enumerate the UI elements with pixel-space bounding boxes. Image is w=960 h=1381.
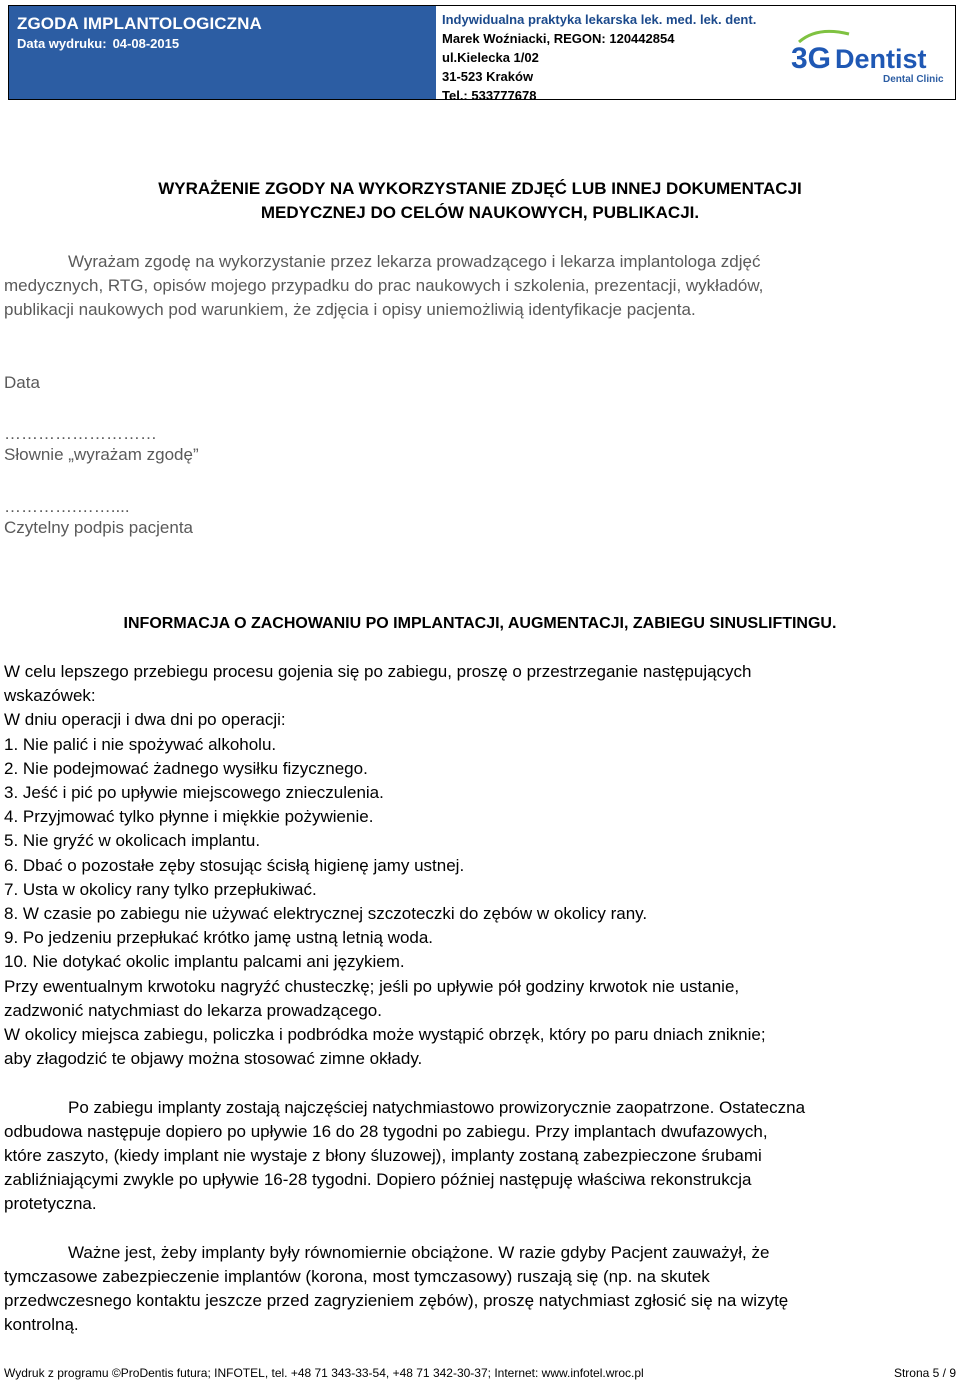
logo-text-main: Dentist [835,44,927,74]
practice-phone: Tel.: 533777678 [442,88,537,103]
intro-line: W dniu operacji i dwa dni po operacji: [4,710,286,730]
practice-street: ul.Kielecka 1/02 [442,50,539,65]
page-footer [4,1366,956,1380]
list-item: 9. Po jedzeniu przepłukać krótko jamę ustną letnią woda. [4,928,434,948]
list-item: 10. Nie dotykać okolic implantu palcami ani językiem. [4,952,405,972]
header-banner [9,6,436,99]
list-item: 5. Nie gryźć w okolicach implantu. [4,831,261,851]
form-title: ZGODA IMPLANTOLOGICZNA [17,14,262,33]
paragraph-line: kontrolną. [4,1315,79,1334]
practice-doctor: Marek Woźniacki, REGON: 120442854 [442,31,675,46]
practice-name: Indywidualna praktyka lekarska lek. med. lek. dent. [442,12,757,27]
list-item: 2. Nie podejmować żadnego wysiłku fizycznego. [4,758,368,778]
load-paragraph [4,1241,954,1337]
paragraph-line: protetyczna. [4,1194,97,1213]
date-dots: ……………………… [4,424,157,443]
print-date-value: 04-08-2015 [112,36,180,51]
paragraph-line: tymczasowe zabezpieczenie implantów (korona, most tymczasowy) ruszają się (np. na skutek [4,1267,710,1286]
intro-line: wskazówek: [4,686,96,706]
date-label: Data [4,373,40,392]
practice-info [442,10,772,105]
page-number: Strona 5 / 9 [893,1366,956,1380]
list-item: 4. Przyjmować tylko płynne i miękkie pożywienie. [4,807,374,827]
swelling-line: aby złagodzić te objawy można stosować zimne okłady. [4,1049,423,1069]
bleeding-line: Przy ewentualnym krwotoku nagryźć chusteczkę; jeśli po upływie pół godziny krwotok nie ustanie, [4,976,740,996]
consent-title-line: MEDYCZNEJ DO CELÓW NAUKOWYCH, PUBLIKACJI. [260,203,700,222]
consent-line: Wyrażam zgodę na wykorzystanie przez lekarza prowadzącego i lekarza implantologa zdjęć [68,252,761,271]
consent-line: publikacji naukowych pod warunkiem, że zdjęcia i opisy uniemożliwią identyfikacje pacjenta. [4,300,696,319]
prosthetic-paragraph [4,1096,954,1216]
list-item: 7. Usta w okolicy rany tylko przepłukiwać. [4,879,317,899]
consent-title [40,177,920,225]
practice-city: 31-523 Kraków [442,69,534,84]
footer-credits: Wydruk z programu ©ProDentis futura; INFOTEL, tel. +48 71 343-33-54, +48 71 342-30-37; Internet: www.infotel.wroc.pl [4,1366,644,1380]
logo-subtext: Dental Clinic [883,74,944,85]
list-item: 8. W czasie po zabiegu nie używać elektrycznej szczoteczki do zębów w okolicy rany. [4,904,648,924]
instructions-body [4,660,954,1071]
paragraph-line: zabliźniającymi zwykle po upływie 16-28 tygodni. Dopiero później następuję właściwa rekonstrukcja [4,1170,752,1189]
bleeding-line: zadzwonić natychmiast do lekarza prowadzącego. [4,1000,382,1020]
instructions-title: INFORMACJA O ZACHOWANIU PO IMPLANTACJI, AUGMENTACJI, ZABIEGU SINUSLIFTINGU. [123,615,837,632]
list-item: 3. Jeść i pić po upływie miejscowego znieczulenia. [4,783,384,803]
paragraph-line: odbudowa następuje dopiero po upływie 16 do 28 tygodni po zabiegu. Przy implantach dwufazowych, [4,1122,768,1141]
paragraph-line: Ważne jest, żeby implanty były równomiernie obciążone. W razie gdyby Pacjent zauważył, że [68,1243,770,1262]
consent-words-label: Słownie „wyrażam zgodę” [4,445,199,464]
consent-paragraph [4,250,954,322]
clinic-logo [789,28,954,88]
logo-swoosh [799,31,849,42]
paragraph-line: przedwczesnego kontaktu jeszcze przed zagryzieniem zębów), proszę natychmiast zgłosić się na wizytę [4,1291,789,1310]
list-item: 6. Dbać o pozostałe zęby stosując ścisłą higienę jamy ustnej. [4,855,465,875]
paragraph-line: Po zabiegu implanty zostają najczęściej natychmiastowo prowizorycznie zaopatrzone. Ostateczna [68,1098,806,1117]
signature-dots: ………….…….... [4,497,130,516]
signature-label: Czytelny podpis pacjenta [4,518,194,537]
swelling-line: W okolicy miejsca zabiegu, policzka i podbródka może wystąpić obrzęk, który po paru dniach zniknie; [4,1025,766,1045]
logo-text: 3G [791,42,832,75]
list-item: 1. Nie palić i nie spożywać alkoholu. [4,734,277,754]
print-date-label: Data wydruku: [17,36,107,51]
print-date [17,36,179,51]
consent-title-line: WYRAŻENIE ZGODY NA WYKORZYSTANIE ZDJĘĆ LUB INNEJ DOKUMENTACJI [158,179,802,198]
intro-line: W celu lepszego przebiegu procesu gojenia się po zabiegu, proszę o przestrzeganie następujących [4,662,752,681]
paragraph-line: które zaszyto, (kiedy implant nie wystaje z błony śluzowej), implanty zostaną zabezpieczone śrubami [4,1146,762,1165]
consent-line: medycznych, RTG, opisów mojego przypadku do prac naukowych i szkolenia, prezentacji, wykładów, [4,276,764,295]
document-header [8,5,956,103]
